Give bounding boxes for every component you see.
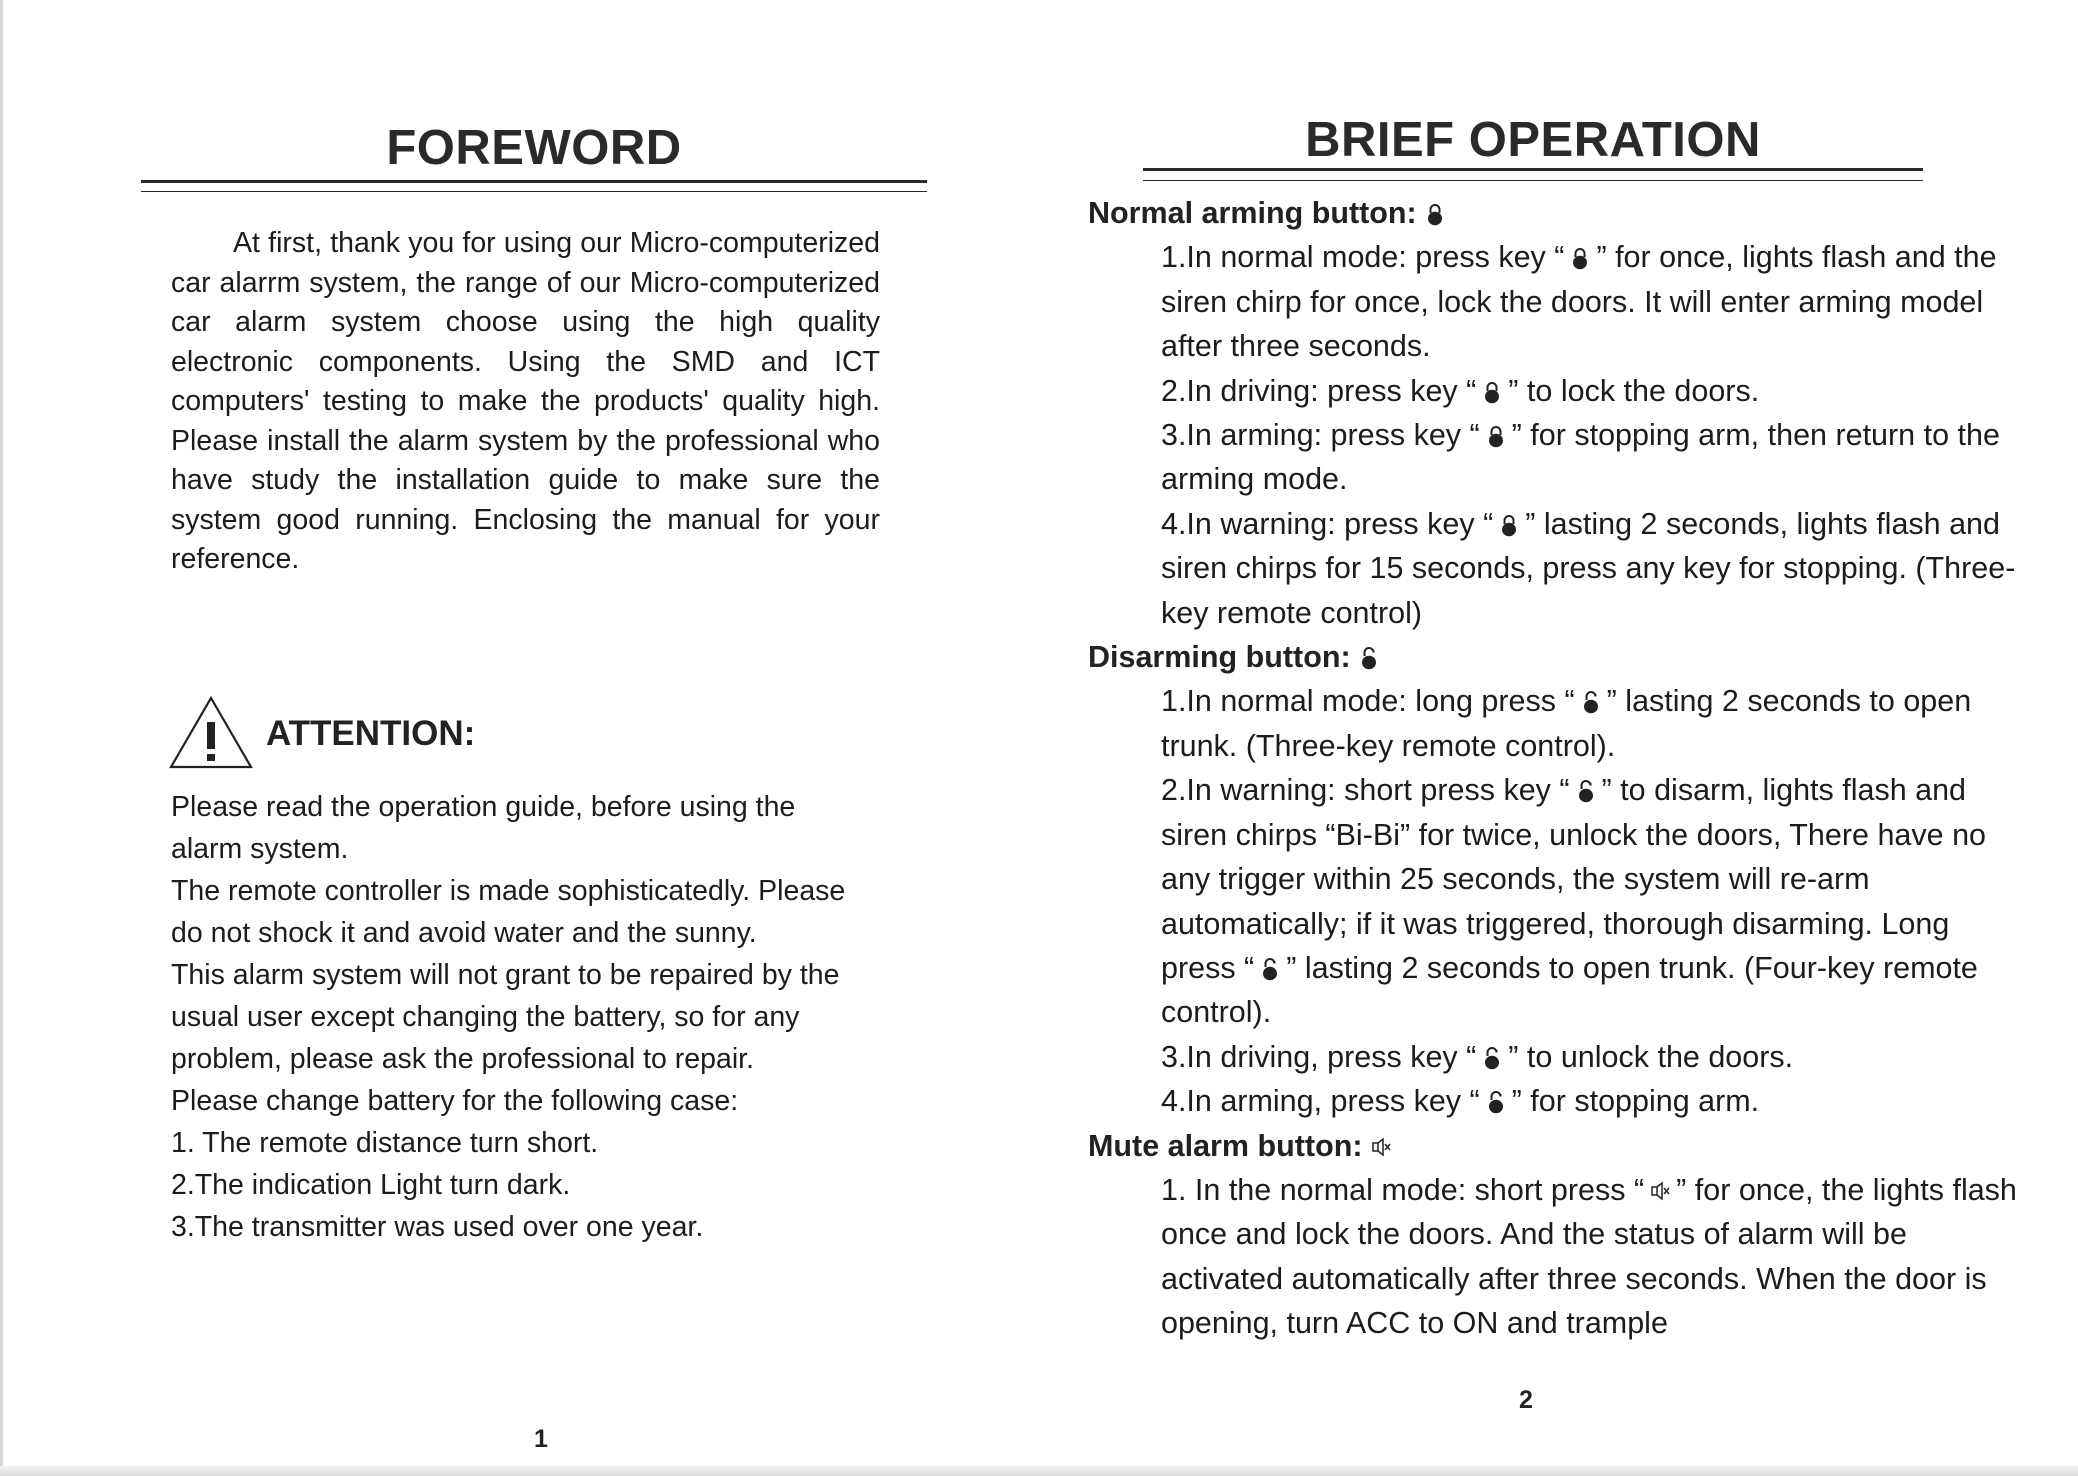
attention-list: [171, 786, 871, 1248]
attention-line: Please read the operation guide, before using the alarm system.: [171, 791, 796, 865]
padlock-closed-icon: [1482, 380, 1502, 404]
padlock-open-icon: [1260, 957, 1280, 981]
title-rule-thin: [1143, 180, 1923, 181]
item-text: ” lasting 2 seconds to open trunk. (Four-key remote control).: [1161, 950, 1978, 1030]
padlock-closed-icon: [1425, 202, 1445, 226]
item-text: ” lasting 2 seconds to open trunk. (Three-key remote control).: [1161, 684, 1972, 763]
mute-item: [1088, 1168, 2028, 1346]
padlock-closed-icon: [1486, 424, 1506, 448]
disarming-heading-label: Disarming button:: [1088, 640, 1351, 675]
arming-item: [1088, 369, 2028, 413]
arming-heading-label: Normal arming button:: [1088, 196, 1417, 230]
arming-item: [1088, 502, 2028, 635]
attention-line: 1. The remote distance turn short.: [171, 1127, 599, 1159]
item-text: ” to disarm, lights flash and siren chirps “Bi-Bi” for twice, unlock the doors, There have no any trigger within 25 seconds, the system will re-arm automatically; if it was triggered, thorough disarming. Long press “: [1161, 773, 1986, 985]
foreword-paragraph: At first, thank you for using our Micro-computerized car alarrm system, the range of our Micro-computerized car alarm system choose using the high quality electronic components. Using the SMD and ICT computers' testing to make the products' quality high. Please install the alarm system by the professional who have study the installation guide to make sure the system good running. Enclosing the manual for your reference.: [171, 227, 880, 575]
padlock-open-icon: [1359, 646, 1379, 670]
attention-heading: ATTENTION:: [266, 714, 476, 753]
foreword-page: [0, 0, 1039, 1466]
speaker-mute-icon: [1650, 1179, 1670, 1203]
item-text: 4.In warning: press key “: [1161, 506, 1494, 541]
item-text: ” for stopping arm, then return to the arming mode.: [1161, 418, 2000, 497]
page-bottom-edge: [0, 1466, 2078, 1476]
padlock-closed-icon: [1570, 246, 1590, 270]
item-text: 2.In driving: press key “: [1161, 373, 1477, 408]
padlock-open-icon: [1482, 1046, 1502, 1070]
brief-operation-title: BRIEF OPERATION: [1305, 113, 1761, 167]
page-number: 2: [1519, 1386, 1533, 1414]
foreword-title: FOREWORD: [386, 121, 682, 175]
page-number: 1: [534, 1425, 548, 1453]
item-text: 1. In the normal mode: short press “: [1161, 1172, 1645, 1207]
title-rule-thick: [141, 180, 927, 183]
item-text: 2.In warning: short press key “: [1161, 773, 1570, 808]
brief-operation-page: [1039, 0, 2078, 1466]
arming-item: [1088, 413, 2028, 502]
attention-line: The remote controller is made sophisticatedly. Please do not shock it and avoid water and the sunny.: [171, 875, 846, 949]
warning-triangle-icon: [168, 694, 254, 770]
padlock-open-icon: [1486, 1090, 1506, 1114]
item-text: 1.In normal mode: long press “: [1161, 684, 1575, 719]
item-text: 1.In normal mode: press key “: [1161, 240, 1565, 275]
disarming-heading: [1088, 635, 2028, 679]
item-text: ” for once, the lights flash once and lock the doors. And the status of alarm will be activated automatically after three seconds. When the door is opening, turn ACC to ON and trample: [1161, 1172, 2017, 1341]
operation-sections: [1088, 191, 2028, 1346]
item-text: ” to unlock the doors.: [1508, 1039, 1794, 1074]
attention-line: Please change battery for the following case:: [171, 1085, 739, 1117]
item-text: 3.In arming: press key “: [1161, 418, 1480, 453]
mute-heading: [1088, 1124, 2028, 1168]
mute-heading-label: Mute alarm button:: [1088, 1128, 1363, 1163]
disarming-item: [1088, 679, 2028, 768]
attention-line: 3.The transmitter was used over one year.: [171, 1211, 704, 1243]
attention-line: This alarm system will not grant to be repaired by the usual user except changing the battery, so for any problem, please ask the professional to repair.: [171, 959, 840, 1075]
item-text: ” lasting 2 seconds, lights flash and siren chirps for 15 seconds, press any key for stopping. (Three-key remote control): [1161, 506, 2016, 630]
padlock-closed-icon: [1499, 513, 1519, 537]
speaker-mute-icon: [1371, 1135, 1391, 1159]
disarming-item: [1088, 1035, 2028, 1079]
item-text: 3.In driving, press key “: [1161, 1039, 1477, 1074]
item-text: ” for stopping arm.: [1511, 1084, 1760, 1119]
arming-heading: [1088, 191, 2028, 235]
disarming-item: [1088, 768, 2028, 1034]
padlock-open-icon: [1576, 779, 1596, 803]
disarming-item: [1088, 1079, 2028, 1123]
title-rule-thin: [141, 191, 927, 192]
title-rule-thick: [1143, 168, 1923, 171]
item-text: ” for once, lights flash and the siren chirp for once, lock the doors. It will enter arming model after three seconds.: [1161, 240, 1997, 364]
item-text: 4.In arming, press key “: [1161, 1084, 1480, 1119]
arming-item: [1088, 235, 2028, 368]
padlock-open-icon: [1581, 690, 1601, 714]
attention-line: 2.The indication Light turn dark.: [171, 1169, 571, 1201]
item-text: ” to lock the doors.: [1508, 373, 1760, 408]
